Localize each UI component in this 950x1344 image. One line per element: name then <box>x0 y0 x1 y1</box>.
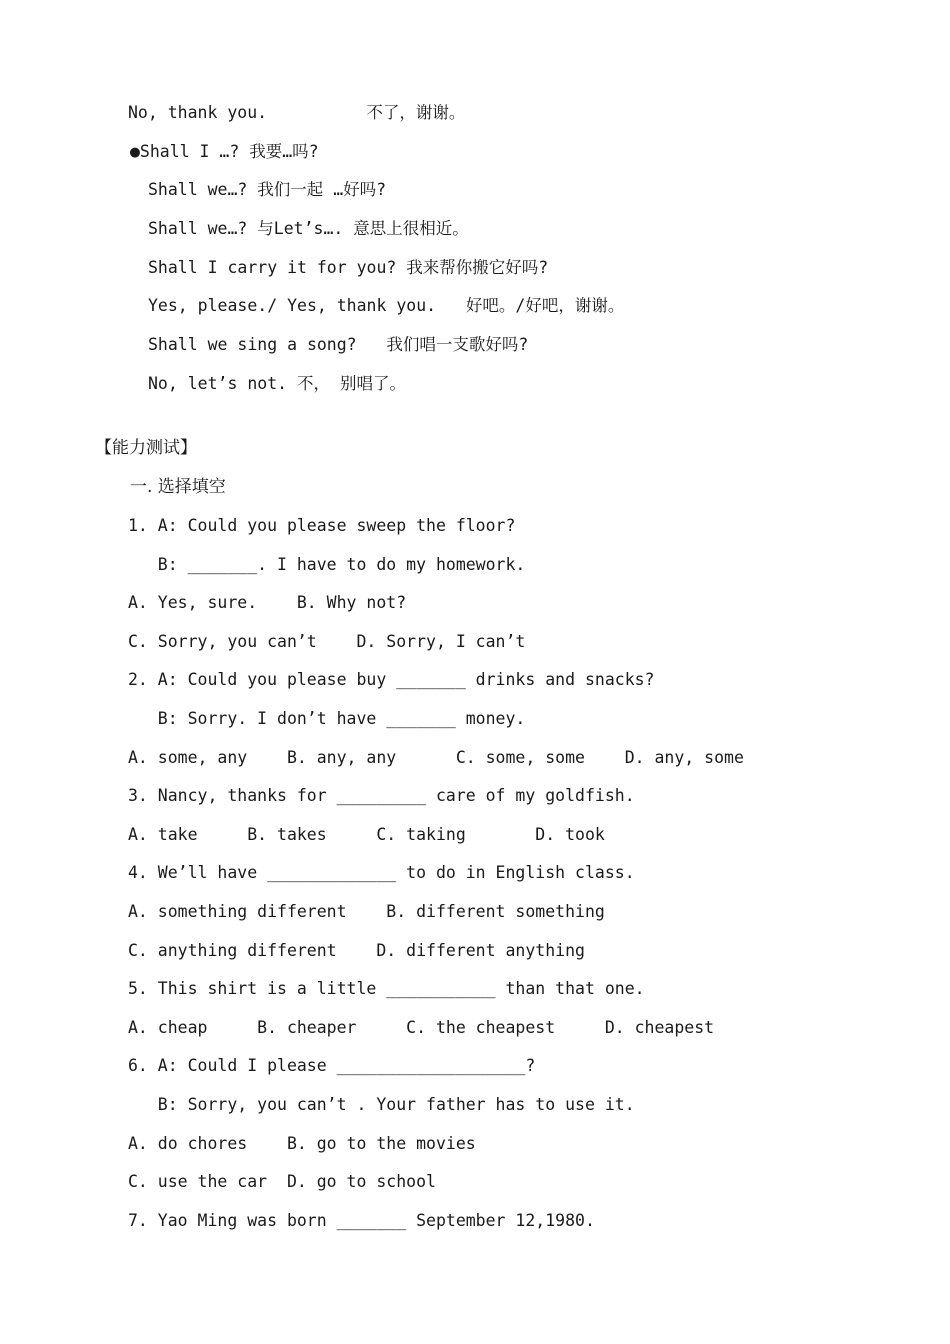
question-1-options-ab: A. Yes, sure. B. Why not? <box>128 593 407 612</box>
question-2-options: A. some, any B. any, any C. some, some D. any, some <box>128 748 744 767</box>
phrase-line-lets-not: No, let’s not. 不， 别唱了。 <box>148 374 406 393</box>
question-4-options-cd: C. anything different D. different anything <box>128 941 585 960</box>
phrase-line-yes-please: Yes, please./ Yes, thank you. 好吧。/好吧，谢谢。 <box>148 296 625 315</box>
question-6-options-cd: C. use the car D. go to school <box>128 1172 436 1191</box>
question-3: 3. Nancy, thanks for _________ care of my goldfish. <box>128 786 635 805</box>
phrase-line-shall-we: Shall we…? 我们一起 …好吗? <box>148 180 387 199</box>
phrase-line-shall-we-lets: Shall we…? 与Let’s…. 意思上很相近。 <box>148 219 469 238</box>
question-2-b: B: Sorry. I don’t have _______ money. <box>128 709 526 728</box>
question-1-b: B: _______. I have to do my homework. <box>128 555 526 574</box>
question-6-b: B: Sorry, you can’t . Your father has to use it. <box>128 1095 635 1114</box>
question-5-options: A. cheap B. cheaper C. the cheapest D. cheapest <box>128 1018 715 1037</box>
section-title-multiple-choice: 一. 选择填空 <box>130 477 226 497</box>
question-6-options-ab: A. do chores B. go to the movies <box>128 1134 476 1153</box>
section-heading-ability-test: 【能力测试】 <box>95 438 197 458</box>
phrase-line-carry-it: Shall I carry it for you? 我来帮你搬它好吗? <box>148 258 549 277</box>
phrase-line-shall-i: ●Shall I …? 我要…吗? <box>130 142 319 161</box>
question-1-a: 1. A: Could you please sweep the floor? <box>128 516 516 535</box>
question-3-options: A. take B. takes C. taking D. took <box>128 825 605 844</box>
question-5: 5. This shirt is a little ___________ than that one. <box>128 979 645 998</box>
question-7: 7. Yao Ming was born _______ September 12,1980. <box>128 1211 595 1230</box>
question-2-a: 2. A: Could you please buy _______ drinks and snacks? <box>128 670 655 689</box>
phrase-line-sing-a-song: Shall we sing a song? 我们唱一支歌好吗? <box>148 335 529 354</box>
question-6-a: 6. A: Could I please ___________________? <box>128 1056 536 1075</box>
question-4: 4. We’ll have _____________ to do in English class. <box>128 863 635 882</box>
phrase-line-no-thank-you: No, thank you. 不了，谢谢。 <box>128 103 466 122</box>
question-4-options-ab: A. something different B. different something <box>128 902 605 921</box>
question-1-options-cd: C. Sorry, you can’t D. Sorry, I can’t <box>128 632 526 651</box>
